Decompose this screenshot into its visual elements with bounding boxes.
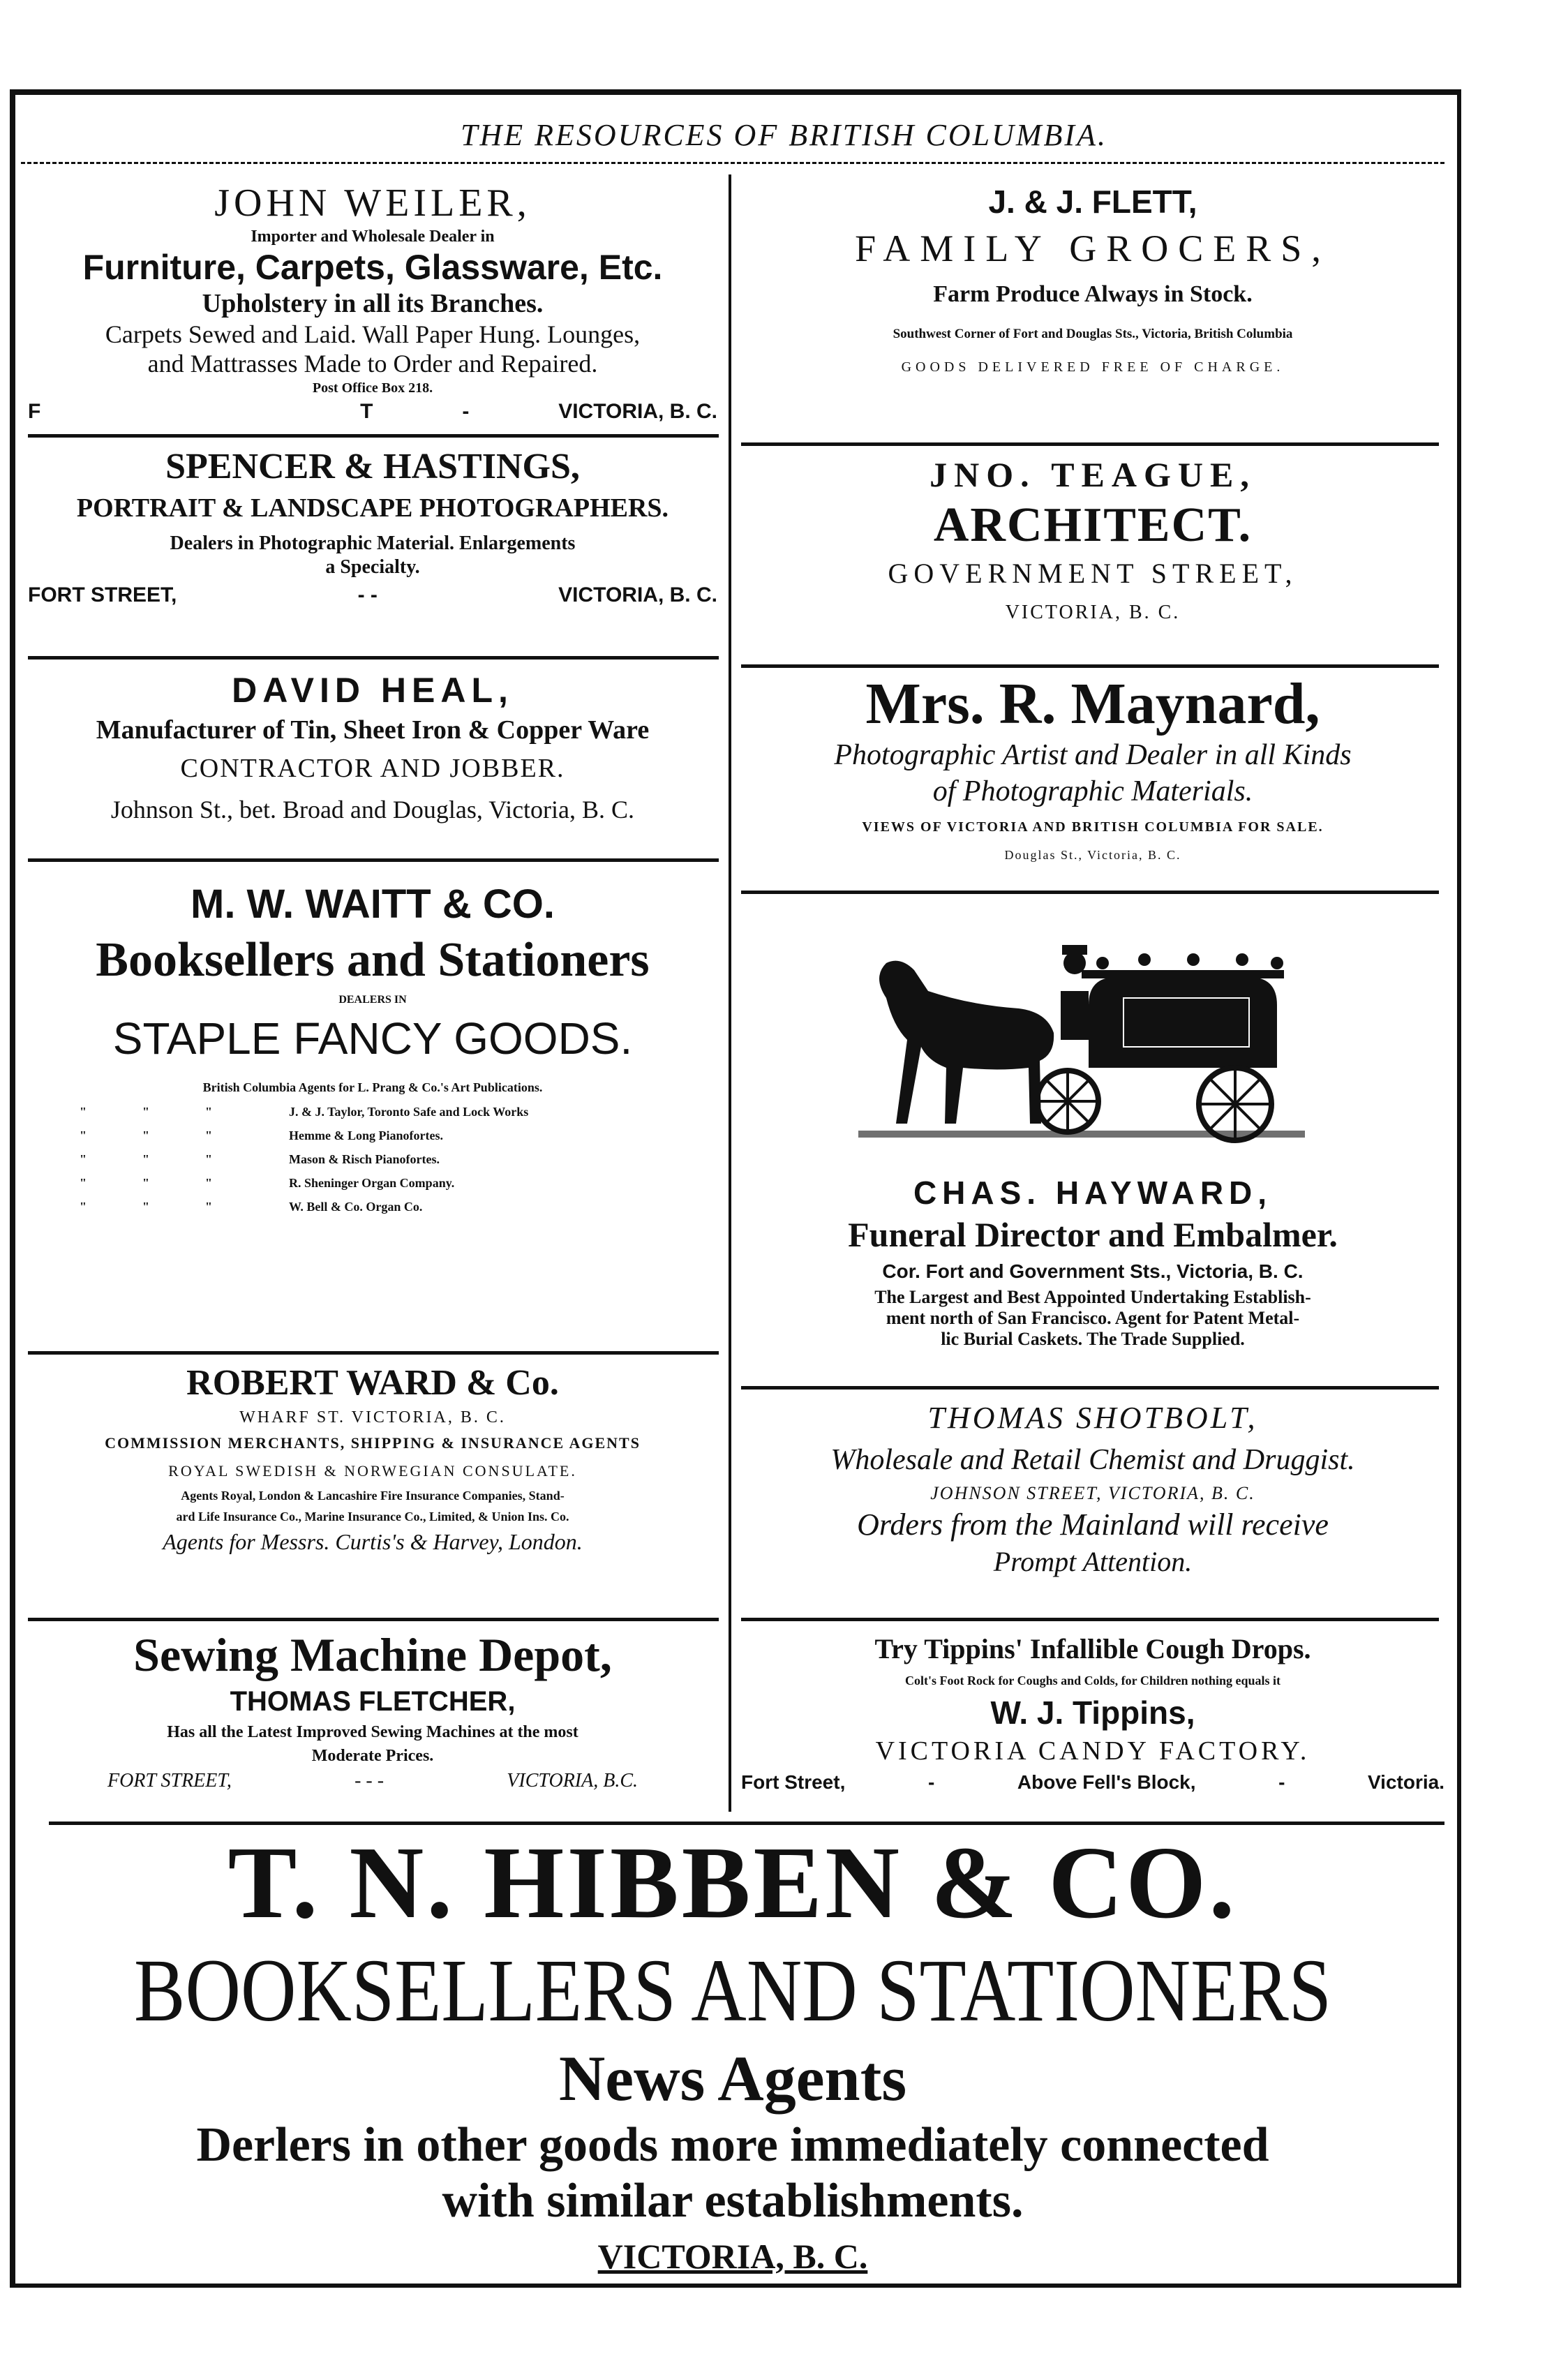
ad-text: a Specialty. <box>325 556 420 578</box>
footer-left: FORT STREET, <box>107 1770 232 1791</box>
ad-name: ROBERT WARD & Co. <box>186 1363 559 1403</box>
ad-name: CHAS. HAYWARD, <box>913 1175 1273 1211</box>
ad-text: Douglas St., Victoria, B. C. <box>1004 848 1181 862</box>
footer-left: Fort Street, <box>741 1771 846 1793</box>
footer-mid: - - <box>357 583 378 606</box>
ad-name: THOMAS SHOTBOLT, <box>927 1401 1258 1435</box>
footer-left: F <box>28 400 41 423</box>
ad-text: lic Burial Caskets. The Trade Supplied. <box>941 1329 1245 1349</box>
ad-separator <box>28 434 719 438</box>
ad-jno-teague <box>738 452 1447 632</box>
ad-text: The Largest and Best Appointed Undertaking Establish- <box>874 1287 1311 1307</box>
footer-mid: T <box>360 400 373 423</box>
ad-subtitle: VICTORIA CANDY FACTORY. <box>875 1736 1311 1766</box>
ad-text: ROYAL SWEDISH & NORWEGIAN CONSULATE. <box>168 1462 577 1480</box>
ad-text: and Mattrasses Made to Order and Repaired. <box>147 350 598 378</box>
footer-dash: - <box>1278 1771 1285 1793</box>
ad-david-heal <box>24 669 722 830</box>
ad-text: with similar establishments. <box>442 2174 1024 2228</box>
ad-separator <box>28 1618 719 1621</box>
ad-separator <box>28 1351 719 1355</box>
ad-tippins <box>738 1630 1447 1795</box>
ad-robert-ward <box>24 1361 722 1556</box>
ad-name: JOHN WEILER, <box>214 181 531 225</box>
ad-name: T. N. HIBBEN & CO. <box>227 1826 1238 1940</box>
ad-footer <box>24 398 722 426</box>
ad-subtitle: Importer and Wholesale Dealer in <box>251 228 495 246</box>
ad-text: Has all the Latest Improved Sewing Machines at the most <box>167 1723 578 1741</box>
ad-text: Agents Royal, London & Lancashire Fire Insurance Companies, Stand- <box>181 1489 565 1503</box>
ad-subtitle: News Agents <box>558 2043 907 2114</box>
ad-text: Carpets Sewed and Laid. Wall Paper Hung. Lounges, <box>105 320 641 348</box>
ad-mw-waitt <box>24 879 722 1219</box>
footer-right: Victoria. <box>1368 1771 1444 1793</box>
ad-text: ard Life Insurance Co., Marine Insurance Co., Limited, & Union Ins. Co. <box>176 1510 569 1524</box>
ad-text: GOODS DELIVERED FREE OF CHARGE. <box>901 359 1285 375</box>
ad-headline: FAMILY GROCERS, <box>855 228 1331 269</box>
ad-text: Prompt Attention. <box>993 1546 1193 1577</box>
ad-text: Post Office Box 218. <box>312 380 433 396</box>
ad-separator <box>741 891 1439 894</box>
ad-jj-flett <box>738 180 1447 381</box>
footer-mid: Above Fell's Block, <box>1017 1771 1196 1793</box>
ad-headline: ARCHITECT. <box>933 498 1253 552</box>
ad-text: DEALERS IN <box>338 994 407 1006</box>
ad-separator <box>741 1618 1439 1621</box>
ad-subtitle: Wholesale and Retail Chemist and Druggist. <box>830 1444 1355 1476</box>
ad-subtitle: GOVERNMENT STREET, <box>888 558 1298 589</box>
ad-subtitle: Farm Produce Always in Stock. <box>933 281 1253 307</box>
ad-name: Mrs. R. Maynard, <box>865 671 1320 736</box>
ad-name: J. & J. FLETT, <box>988 184 1197 220</box>
footer-dash: - <box>462 400 470 423</box>
ad-thomas-shotbolt <box>738 1397 1447 1580</box>
ad-text: Photographic Artist and Dealer in all Kinds <box>834 739 1352 771</box>
ad-spencer-hastings <box>24 444 722 611</box>
footer-right: VICTORIA, B. C. <box>558 583 717 606</box>
ad-separator <box>28 656 719 660</box>
ad-name: SPENCER & HASTINGS, <box>165 447 580 486</box>
ad-headline: BOOKSELLERS AND STATIONERS <box>134 1942 1331 2039</box>
footer-left: FORT STREET, <box>28 583 177 606</box>
footer-right: VICTORIA, B.C. <box>507 1770 638 1791</box>
ad-subtitle: STAPLE FANCY GOODS. <box>112 1013 633 1064</box>
ad-text: VICTORIA, B. C. <box>1005 602 1181 623</box>
list-item: " " " W. Bell & Co. Organ Co. <box>80 1200 423 1214</box>
ad-john-weiler <box>24 180 722 426</box>
ad-footer <box>24 1767 722 1795</box>
ad-text: Upholstery in all its Branches. <box>202 289 544 318</box>
ad-text: ment north of San Francisco. Agent for Patent Metal- <box>886 1308 1300 1328</box>
ad-subtitle: Cor. Fort and Government Sts., Victoria, B. C. <box>882 1260 1304 1282</box>
ad-subtitle: PORTRAIT & LANDSCAPE PHOTOGRAPHERS. <box>76 493 669 523</box>
ad-text: JOHNSON STREET, VICTORIA, B. C. <box>930 1483 1255 1503</box>
ad-text: Colt's Foot Rock for Coughs and Colds, for Children nothing equals it <box>904 1674 1281 1688</box>
ad-text: Dealers in Photographic Material. Enlargements <box>170 532 576 554</box>
agents-list <box>52 1100 722 1219</box>
ad-text: Orders from the Mainland will receive <box>857 1507 1329 1542</box>
ad-name: DAVID HEAL, <box>232 671 514 710</box>
ad-headline: Try Tippins' Infallible Cough Drops. <box>874 1633 1311 1664</box>
ad-text: Southwest Corner of Fort and Douglas Sts., Victoria, British Columbia <box>893 327 1293 341</box>
ad-text: COMMISSION MERCHANTS, SHIPPING & INSURANCE AGENTS <box>105 1434 641 1452</box>
column-divider <box>729 174 731 1812</box>
footer-mid: - - - <box>354 1770 384 1791</box>
list-item: " " " Hemme & Long Pianofortes. <box>80 1128 443 1142</box>
hearse-illustration-icon <box>858 921 1305 1159</box>
ad-chas-hayward <box>738 1172 1447 1350</box>
ad-footer <box>738 1770 1447 1795</box>
ad-headline: Sewing Machine Depot, <box>133 1628 612 1681</box>
ad-name: M. W. WAITT & CO. <box>191 881 555 927</box>
ad-subtitle: Manufacturer of Tin, Sheet Iron & Copper Ware <box>96 715 650 745</box>
ad-separator <box>28 858 719 862</box>
ad-mrs-maynard <box>738 671 1447 865</box>
ad-text: British Columbia Agents for L. Prang & Co.'s Art Publications. <box>202 1080 543 1094</box>
ad-name: THOMAS FLETCHER, <box>230 1686 516 1717</box>
ad-separator <box>741 664 1439 668</box>
footer-right: VICTORIA, B. C. <box>558 400 717 423</box>
header-rule <box>21 162 1444 164</box>
ad-text: VICTORIA, B. C. <box>597 2237 868 2276</box>
ad-text: VIEWS OF VICTORIA AND BRITISH COLUMBIA FOR SALE. <box>862 819 1324 835</box>
ad-text: Johnson St., bet. Broad and Douglas, Victoria, B. C. <box>110 796 635 824</box>
ad-text: of Photographic Materials. <box>932 775 1253 807</box>
ad-text: WHARF ST. VICTORIA, B. C. <box>239 1408 506 1426</box>
ad-text: Agents for Messrs. Curtis's & Harvey, London. <box>163 1529 583 1554</box>
ad-text: CONTRACTOR AND JOBBER. <box>180 754 565 783</box>
ad-text: Derlers in other goods more immediately connected <box>196 2118 1269 2172</box>
list-item: " " " J. & J. Taylor, Toronto Safe and Lock Works <box>80 1105 529 1119</box>
ad-separator <box>741 442 1439 446</box>
ad-sewing-machine-depot <box>24 1626 722 1795</box>
footer-dash: - <box>927 1771 935 1793</box>
list-item: " " " Mason & Risch Pianofortes. <box>80 1152 440 1166</box>
ad-headline: Booksellers and Stationers <box>96 933 650 987</box>
ad-separator <box>741 1386 1439 1390</box>
running-head: THE RESOURCES OF BRITISH COLUMBIA. <box>461 118 1107 152</box>
ad-footer <box>24 579 722 611</box>
ad-headline: Furniture, Carpets, Glassware, Etc. <box>82 248 663 287</box>
list-item: " " " R. Sheninger Organ Company. <box>80 1176 455 1190</box>
ad-name: W. J. Tippins, <box>990 1694 1195 1731</box>
ad-name: JNO. TEAGUE, <box>929 455 1256 494</box>
ad-headline: Funeral Director and Embalmer. <box>848 1215 1338 1254</box>
ad-tn-hibben <box>21 1824 1444 2284</box>
ad-text: Moderate Prices. <box>311 1747 434 1765</box>
